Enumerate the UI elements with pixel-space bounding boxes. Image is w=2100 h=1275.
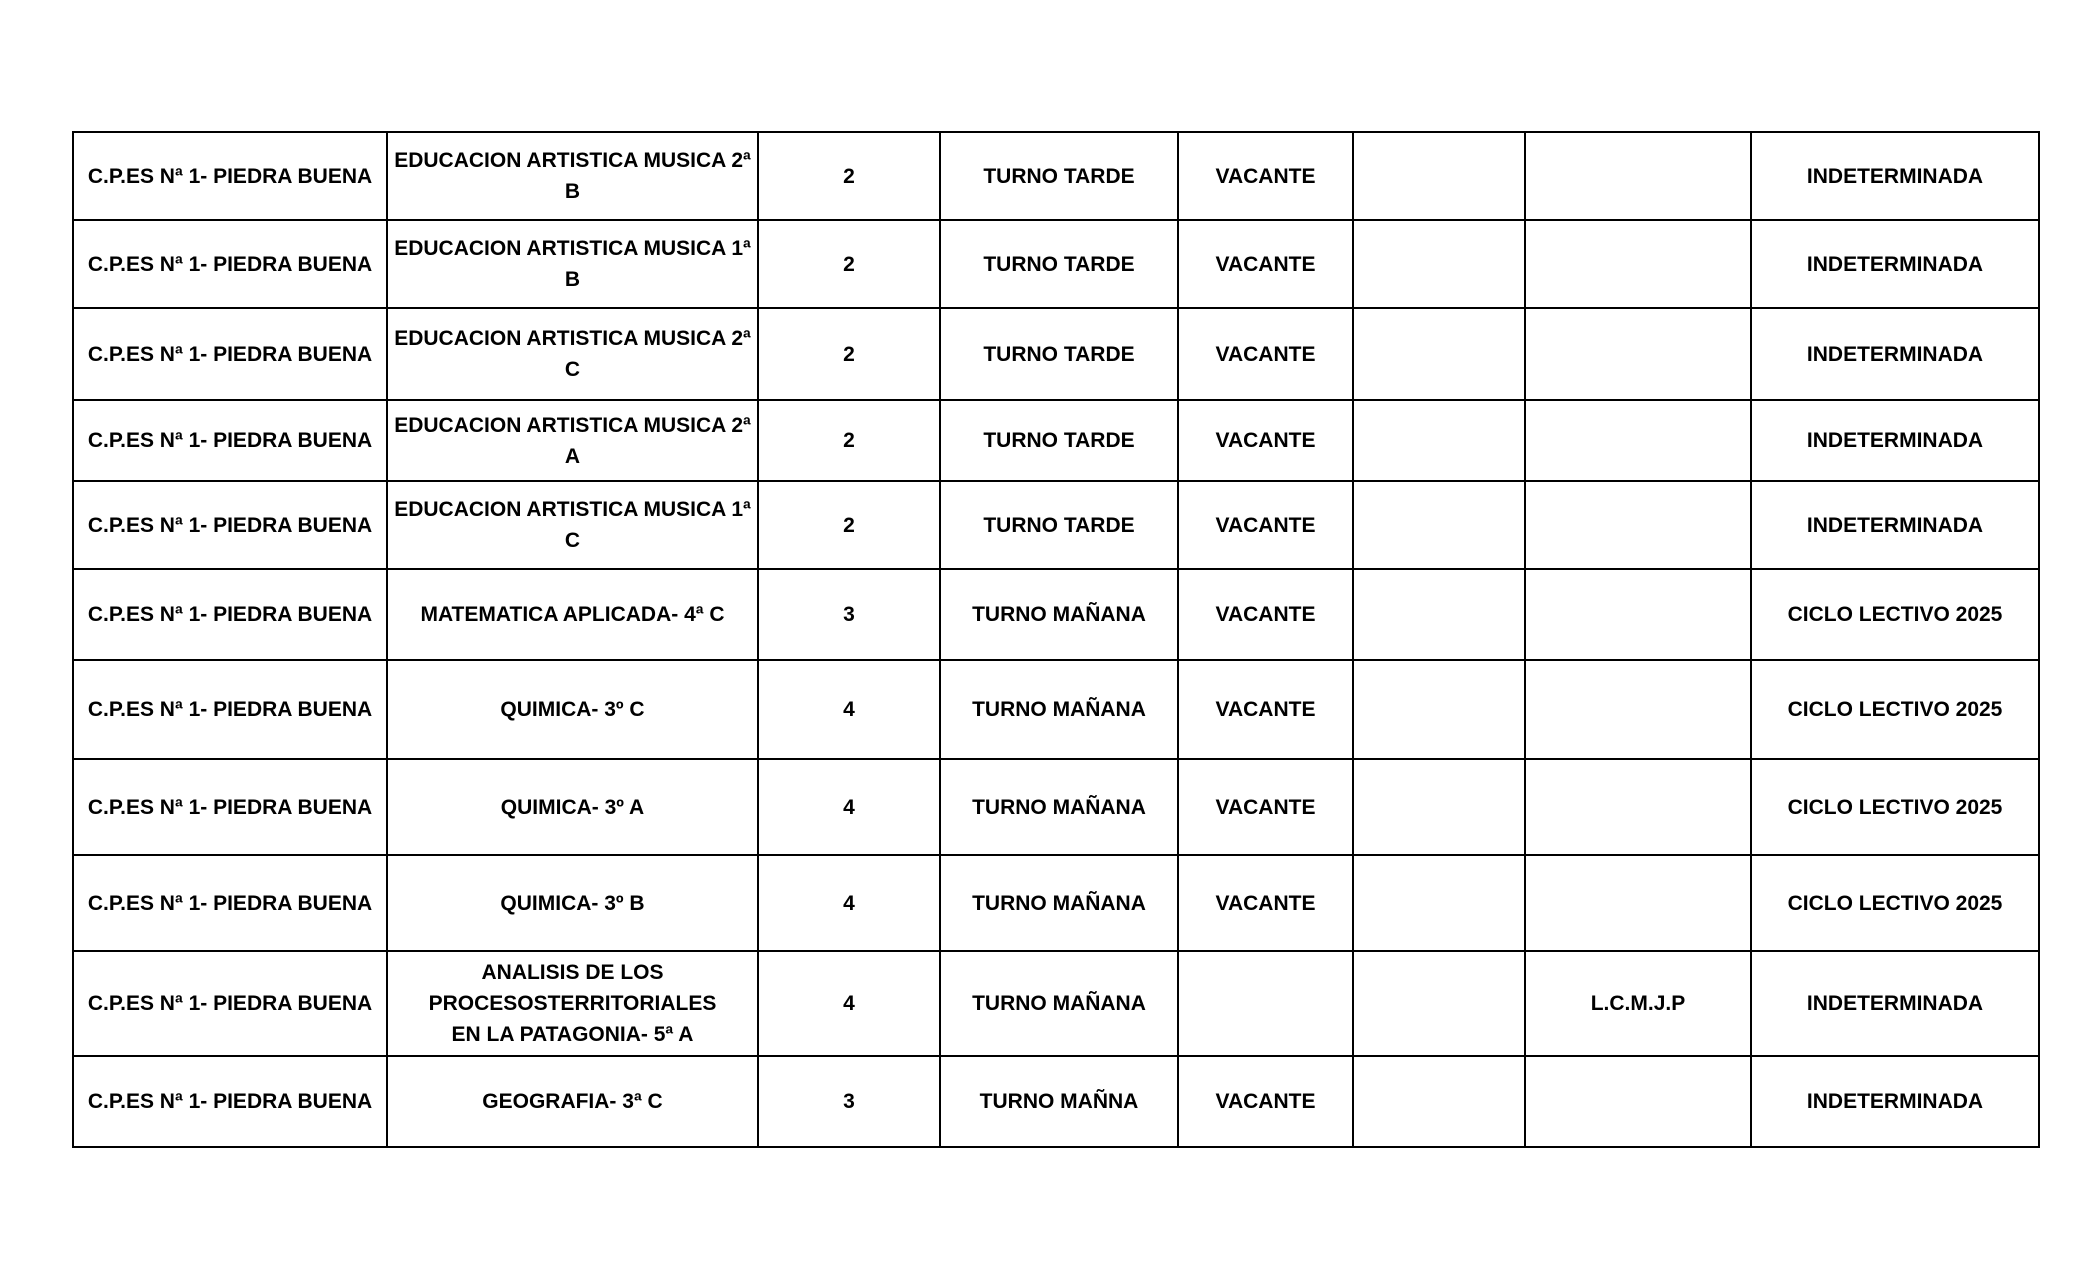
school-cell: C.P.ES Nª 1- PIEDRA BUENA (73, 481, 387, 569)
status-cell: VACANTE (1178, 759, 1353, 855)
period-cell: INDETERMINADA (1751, 1056, 2039, 1147)
school-cell: C.P.ES Nª 1- PIEDRA BUENA (73, 132, 387, 220)
period-cell: INDETERMINADA (1751, 400, 2039, 481)
table-row (73, 400, 2039, 481)
hours-cell: 2 (758, 132, 940, 220)
table-row (73, 481, 2039, 569)
school-cell: C.P.ES Nª 1- PIEDRA BUENA (73, 759, 387, 855)
school-cell: C.P.ES Nª 1- PIEDRA BUENA (73, 660, 387, 759)
status-cell: VACANTE (1178, 308, 1353, 400)
code-cell (1525, 569, 1751, 660)
hours-cell: 4 (758, 660, 940, 759)
hours-cell: 4 (758, 855, 940, 951)
vacancy-table-container (72, 131, 2040, 1148)
subject-cell: QUIMICA- 3º B (387, 855, 758, 951)
shift-cell: TURNO MAÑANA (940, 855, 1178, 951)
subject-cell: ANALISIS DE LOS PROCESOSTERRITORIALES EN LA PATAGONIA- 5ª A (387, 951, 758, 1056)
empty-cell (1353, 308, 1525, 400)
status-cell: VACANTE (1178, 569, 1353, 660)
table-row (73, 220, 2039, 308)
hours-cell: 2 (758, 481, 940, 569)
shift-cell: TURNO TARDE (940, 308, 1178, 400)
school-cell: C.P.ES Nª 1- PIEDRA BUENA (73, 400, 387, 481)
shift-cell: TURNO MAÑANA (940, 569, 1178, 660)
hours-cell: 4 (758, 759, 940, 855)
shift-cell: TURNO MAÑANA (940, 951, 1178, 1056)
empty-cell (1353, 220, 1525, 308)
hours-cell: 2 (758, 220, 940, 308)
period-cell: INDETERMINADA (1751, 951, 2039, 1056)
period-cell: INDETERMINADA (1751, 220, 2039, 308)
hours-cell: 2 (758, 400, 940, 481)
period-cell: CICLO LECTIVO 2025 (1751, 660, 2039, 759)
code-cell (1525, 1056, 1751, 1147)
subject-cell: EDUCACION ARTISTICA MUSICA 1ª C (387, 481, 758, 569)
period-cell: INDETERMINADA (1751, 481, 2039, 569)
code-cell (1525, 132, 1751, 220)
period-cell: INDETERMINADA (1751, 308, 2039, 400)
hours-cell: 2 (758, 308, 940, 400)
subject-cell: EDUCACION ARTISTICA MUSICA 1ª B (387, 220, 758, 308)
code-cell: L.C.M.J.P (1525, 951, 1751, 1056)
school-cell: C.P.ES Nª 1- PIEDRA BUENA (73, 1056, 387, 1147)
empty-cell (1353, 855, 1525, 951)
vacancy-table (72, 131, 2040, 1148)
code-cell (1525, 660, 1751, 759)
code-cell (1525, 400, 1751, 481)
empty-cell (1353, 400, 1525, 481)
empty-cell (1353, 951, 1525, 1056)
empty-cell (1353, 481, 1525, 569)
status-cell: VACANTE (1178, 132, 1353, 220)
status-cell: VACANTE (1178, 220, 1353, 308)
hours-cell: 3 (758, 569, 940, 660)
code-cell (1525, 220, 1751, 308)
school-cell: C.P.ES Nª 1- PIEDRA BUENA (73, 855, 387, 951)
empty-cell (1353, 759, 1525, 855)
table-row (73, 759, 2039, 855)
empty-cell (1353, 569, 1525, 660)
status-cell: VACANTE (1178, 660, 1353, 759)
table-row (73, 951, 2039, 1056)
subject-cell: EDUCACION ARTISTICA MUSICA 2ª B (387, 132, 758, 220)
table-row (73, 1056, 2039, 1147)
table-row (73, 569, 2039, 660)
table-row (73, 308, 2039, 400)
empty-cell (1353, 660, 1525, 759)
code-cell (1525, 308, 1751, 400)
shift-cell: TURNO MAÑANA (940, 759, 1178, 855)
subject-cell: QUIMICA- 3º C (387, 660, 758, 759)
hours-cell: 4 (758, 951, 940, 1056)
period-cell: INDETERMINADA (1751, 132, 2039, 220)
empty-cell (1353, 1056, 1525, 1147)
shift-cell: TURNO TARDE (940, 132, 1178, 220)
school-cell: C.P.ES Nª 1- PIEDRA BUENA (73, 569, 387, 660)
table-row (73, 660, 2039, 759)
table-row (73, 132, 2039, 220)
subject-cell: EDUCACION ARTISTICA MUSICA 2ª C (387, 308, 758, 400)
status-cell: VACANTE (1178, 400, 1353, 481)
shift-cell: TURNO TARDE (940, 220, 1178, 308)
period-cell: CICLO LECTIVO 2025 (1751, 759, 2039, 855)
code-cell (1525, 759, 1751, 855)
subject-cell: QUIMICA- 3º A (387, 759, 758, 855)
shift-cell: TURNO TARDE (940, 481, 1178, 569)
empty-cell (1353, 132, 1525, 220)
subject-cell: GEOGRAFIA- 3ª C (387, 1056, 758, 1147)
shift-cell: TURNO TARDE (940, 400, 1178, 481)
shift-cell: TURNO MAÑNA (940, 1056, 1178, 1147)
school-cell: C.P.ES Nª 1- PIEDRA BUENA (73, 220, 387, 308)
period-cell: CICLO LECTIVO 2025 (1751, 569, 2039, 660)
subject-cell: EDUCACION ARTISTICA MUSICA 2ª A (387, 400, 758, 481)
hours-cell: 3 (758, 1056, 940, 1147)
shift-cell: TURNO MAÑANA (940, 660, 1178, 759)
subject-cell: MATEMATICA APLICADA- 4ª C (387, 569, 758, 660)
period-cell: CICLO LECTIVO 2025 (1751, 855, 2039, 951)
school-cell: C.P.ES Nª 1- PIEDRA BUENA (73, 951, 387, 1056)
code-cell (1525, 855, 1751, 951)
status-cell (1178, 951, 1353, 1056)
table-row (73, 855, 2039, 951)
status-cell: VACANTE (1178, 1056, 1353, 1147)
status-cell: VACANTE (1178, 481, 1353, 569)
status-cell: VACANTE (1178, 855, 1353, 951)
code-cell (1525, 481, 1751, 569)
school-cell: C.P.ES Nª 1- PIEDRA BUENA (73, 308, 387, 400)
